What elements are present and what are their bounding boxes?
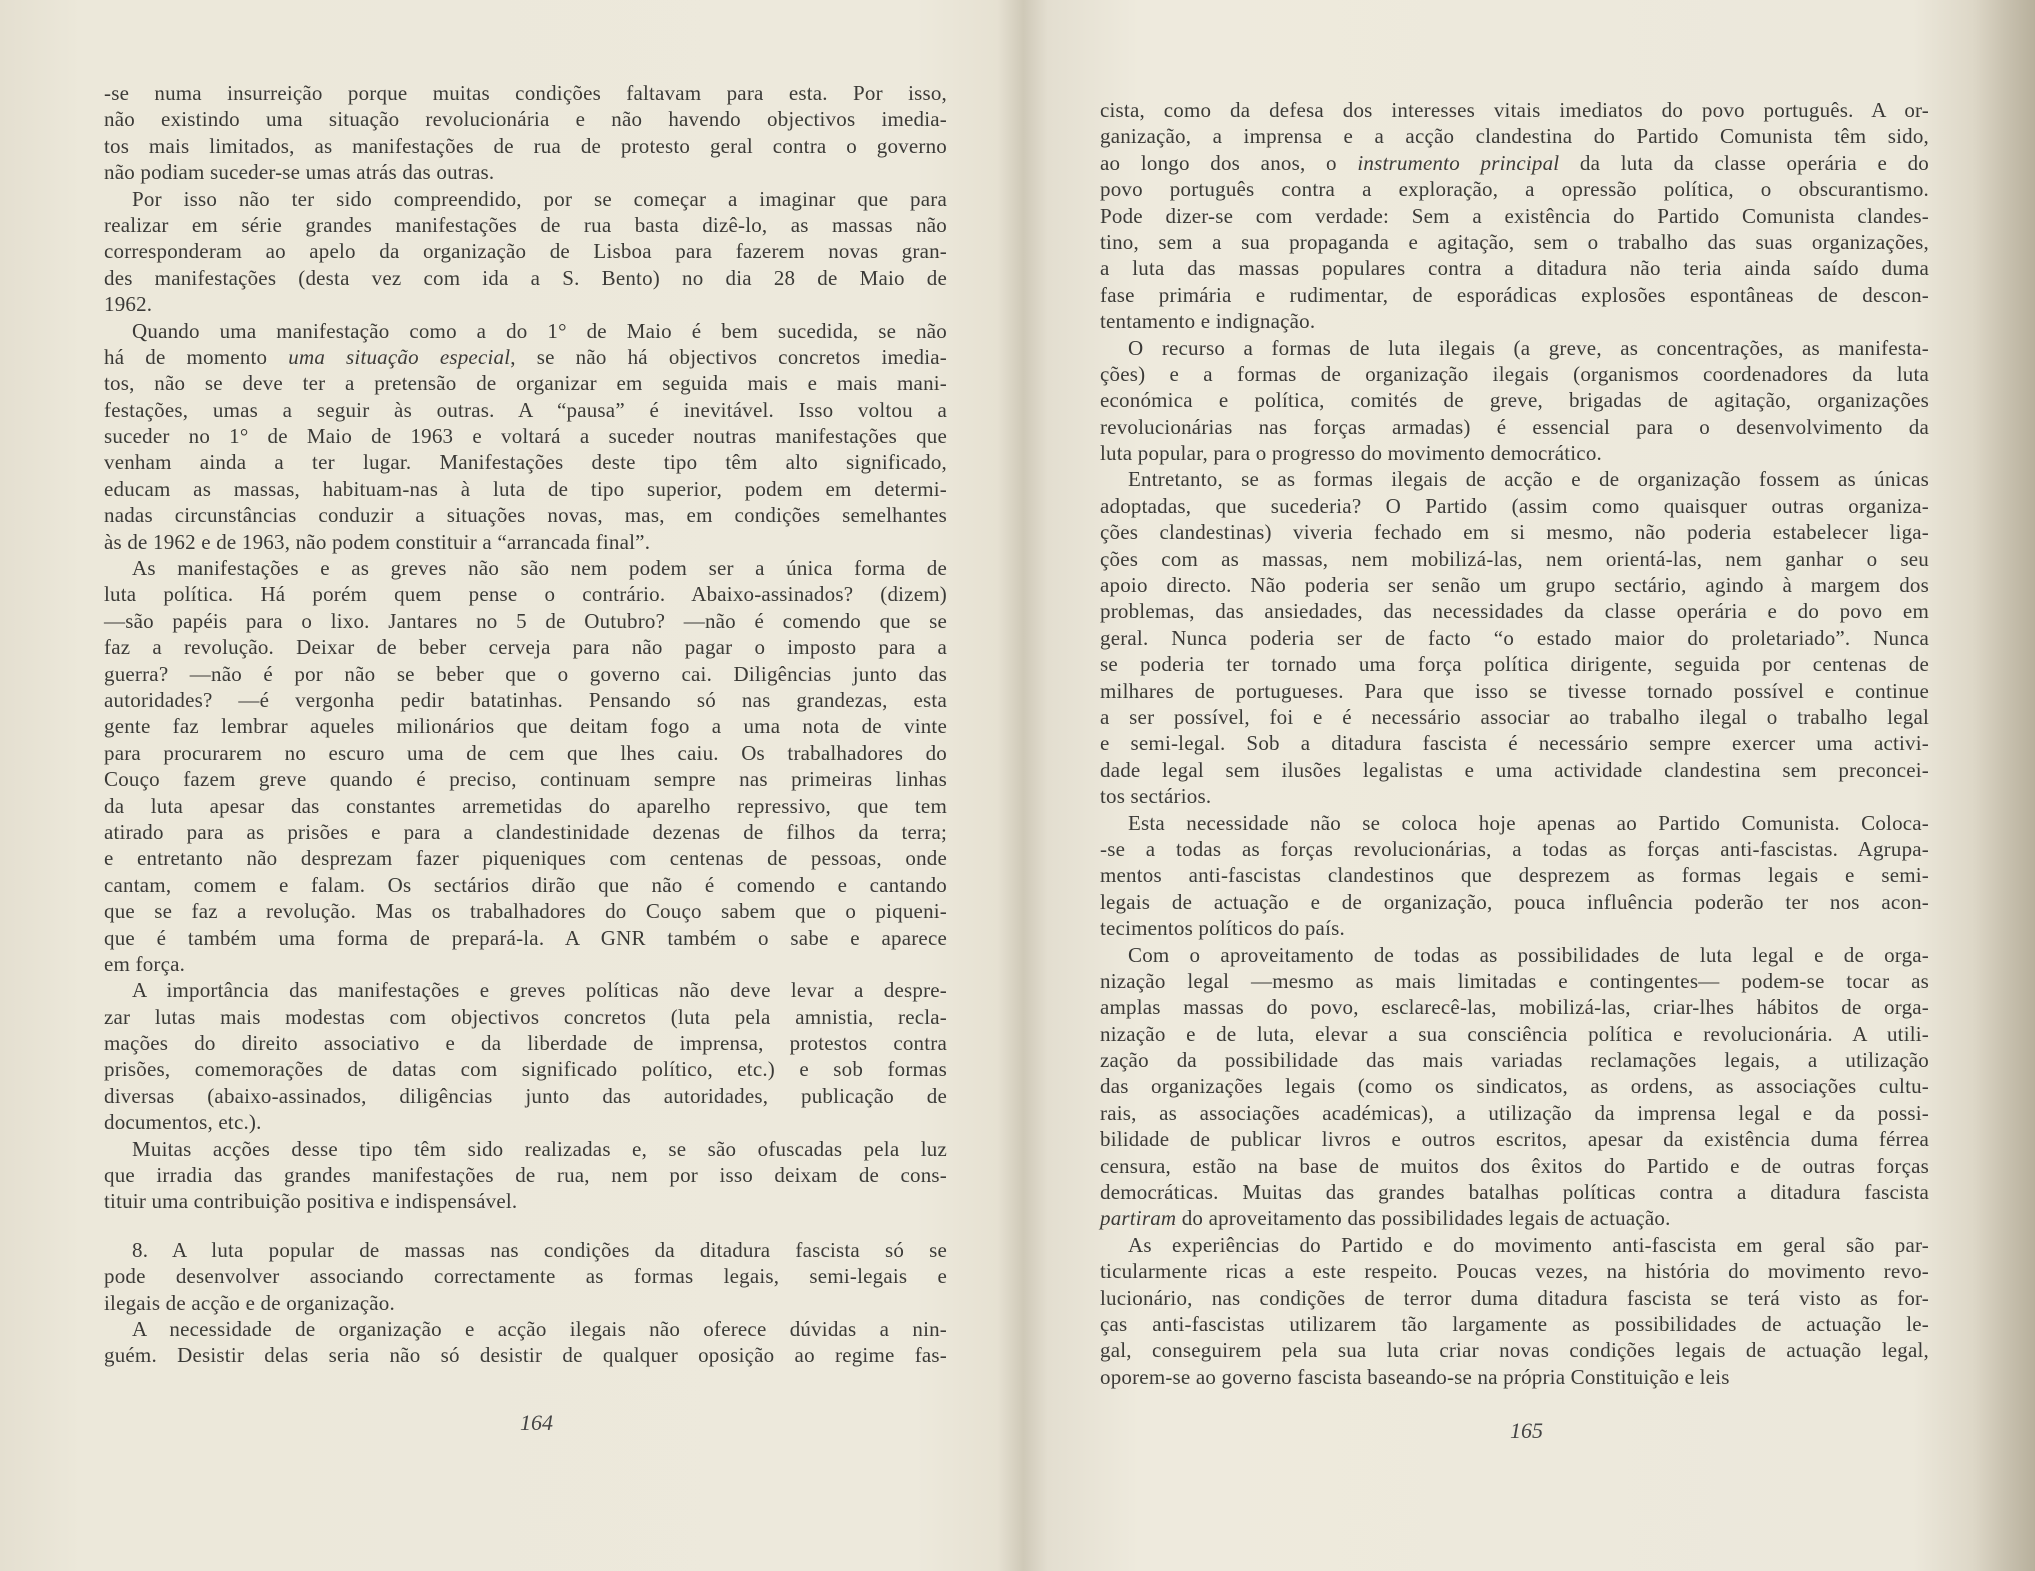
text-line: lucionário, nas condições de terror duma ditadura fascista se terá visto as for- — [1100, 1285, 1929, 1310]
text-line: nização legal —mesmo as mais limitadas e contingentes— podem-se tocar as — [1100, 968, 1929, 993]
text-line: festações, umas a seguir às outras. A “pausa” é inevitável. Isso voltou a — [104, 397, 947, 422]
text-line: cantam, comem e falam. Os sectários dirão que não é comendo e cantando — [104, 872, 947, 897]
text-line: corresponderam ao apelo da organização de Lisboa para fazerem novas gran- — [104, 239, 947, 264]
text-line — [1100, 150, 1929, 176]
text-line: A importância das manifestações e greves políticas não deve levar a despre- — [132, 978, 947, 1003]
text-line: faz a revolução. Deixar de beber cerveja para não pagar o imposto para a — [104, 635, 947, 660]
text-segment: do aproveitamento das possibilidades legais de actuação. — [1176, 1206, 1671, 1231]
text-line: milhares de portugueses. Para que isso se tivesse tornado possível e continue — [1100, 678, 1929, 703]
text-line: e semi-legal. Sob a ditadura fascista é necessário sempre exercer uma activi- — [1100, 731, 1929, 756]
text-line: adoptadas, que sucederia? O Partido (assim como quaisquer outras organiza- — [1100, 493, 1929, 518]
text-line: guerra? —não é por não se beber que o governo cai. Diligências junto das — [104, 661, 947, 686]
text-line: legais de actuação e de organização, pouca influência poderão ter nos acon- — [1100, 889, 1929, 914]
text-segment: há de momento — [104, 344, 289, 369]
page-number-right: 165 — [1510, 1418, 1543, 1443]
text-line: problemas, das ansiedades, das necessidades da classe operária e do povo em — [1100, 599, 1929, 624]
text-line: ções) e a formas de organização ilegais (organismos coordenadores da luta — [1100, 361, 1929, 386]
text-line: tecimentos políticos do país. — [1100, 916, 1345, 941]
text-line: oporem-se ao governo fascista baseando-se na própria Constituição e leis — [1100, 1364, 1730, 1389]
text-line — [1100, 1205, 1929, 1231]
text-line: tentamento e indignação. — [1100, 309, 1316, 334]
italic-text: instrumento principal — [1357, 150, 1560, 175]
text-line: povo português contra a exploração, a opressão política, o obscurantismo. — [1100, 177, 1929, 202]
text-line: documentos, etc.). — [104, 1110, 262, 1135]
text-line: des manifestações (desta vez com ida a S. Bento) no dia 28 de Maio de — [104, 265, 947, 290]
text-line: se poderia ter tornado uma força política dirigente, seguida por centenas de — [1100, 652, 1929, 677]
text-line: não podiam suceder-se umas atrás das outras. — [104, 160, 495, 185]
text-line: democráticas. Muitas das grandes batalhas políticas contra a ditadura fascista — [1100, 1180, 1929, 1205]
text-line: ganização, a imprensa e a acção clandestina do Partido Comunista têm sido, — [1100, 124, 1929, 149]
text-line: O recurso a formas de luta ilegais (a greve, as concentrações, as manifesta- — [1128, 335, 1929, 360]
text-line: autoridades? —é vergonha pedir batatinhas. Pensando só nas grandezas, esta — [104, 687, 947, 712]
text-line: Por isso não ter sido compreendido, por se começar a imaginar que para — [132, 186, 947, 211]
text-line: nadas circunstâncias conduzir a situações novas, mas, em condições semelhantes — [104, 503, 947, 528]
text-line: às de 1962 e de 1963, não podem constituir a “arrancada final”. — [104, 529, 651, 554]
text-line: gente faz lembrar aqueles milionários que deitam fogo a uma nota de vinte — [104, 714, 947, 739]
text-line: económica e política, comités de greve, brigadas de agitação, organizações — [1100, 388, 1929, 413]
text-line: da luta apesar das constantes arremetidas do aparelho repressivo, que tem — [104, 793, 947, 818]
text-line: —são papéis para o lixo. Jantares no 5 de Outubro? —não é comendo que se — [104, 608, 947, 633]
page-number-left: 164 — [520, 1410, 553, 1435]
text-line: que irradia das grandes manifestações de rua, nem por isso deixam de cons- — [104, 1163, 947, 1188]
text-line: Quando uma manifestação como a do 1° de Maio é bem sucedida, se não — [132, 318, 947, 343]
text-line: para procurarem no escuro uma de cem que lhes caiu. Os trabalhadores do — [104, 740, 947, 765]
text-segment: ao longo dos anos, o — [1100, 150, 1358, 175]
text-line: rais, as associações académicas), a utilização da imprensa legal e da possi- — [1100, 1100, 1929, 1125]
italic-text: partiram — [1100, 1206, 1177, 1231]
text-line: tos mais limitados, as manifestações de rua de protesto geral contra o governo — [104, 133, 947, 158]
text-line: amplas massas do povo, esclarecê-las, mobilizá-las, criar-lhes hábitos de orga- — [1100, 995, 1929, 1020]
text-line: a ser possível, foi e é necessário associar ao trabalho ilegal o trabalho legal — [1100, 704, 1929, 729]
left-page-text — [104, 80, 947, 1369]
text-line: cista, como da defesa dos interesses vitais imediatos do povo português. A or- — [1100, 98, 1929, 122]
text-line: A necessidade de organização e acção ilegais não oferece dúvidas a nin- — [132, 1316, 947, 1341]
text-line: -se numa insurreição porque muitas condições faltavam para esta. Por isso, — [104, 81, 947, 105]
text-line: que é também uma forma de prepará-la. A GNR também o sabe e aparece — [104, 925, 947, 950]
italic-text: uma situação especial — [288, 344, 511, 369]
text-line: Com o aproveitamento de todas as possibilidades de luta legal e de orga- — [1128, 942, 1929, 967]
text-line: mações do direito associativo e da liberdade de imprensa, protestos contra — [104, 1031, 947, 1056]
right-page-text — [1100, 97, 1929, 1390]
text-line: tos sectários. — [1100, 784, 1212, 809]
text-line: ilegais de acção e de organização. — [104, 1290, 395, 1315]
text-line: e entretanto não desprezam fazer piqueniques com centenas de pessoas, onde — [104, 846, 947, 871]
text-line: guém. Desistir delas seria não só desistir de qualquer oposição ao regime fas- — [104, 1343, 947, 1368]
text-line: luta popular, para o progresso do movimento democrático. — [1100, 441, 1602, 466]
text-line: ticularmente ricas a este respeito. Poucas vezes, na história do movimento revo- — [1100, 1259, 1929, 1284]
text-line: Muitas acções desse tipo têm sido realizadas e, se são ofuscadas pela luz — [132, 1136, 947, 1161]
text-line: As experiências do Partido e do movimento anti-fascista em geral são par- — [1128, 1232, 1929, 1257]
text-line: a luta das massas populares contra a ditadura não teria ainda saído duma — [1100, 256, 1929, 281]
text-line: em força. — [104, 951, 186, 976]
text-line: 1962. — [104, 292, 153, 317]
text-line — [104, 344, 947, 370]
text-line: zar lutas mais modestas com objectivos concretos (luta pela amnistia, recla- — [104, 1004, 947, 1029]
text-line: diversas (abaixo-assinados, diligências junto das autoridades, publicação de — [104, 1083, 947, 1108]
text-line: tos, não se deve ter a pretensão de organizar em seguida mais e mais mani- — [104, 371, 947, 396]
text-segment: da luta da classe operária e do — [1559, 150, 1930, 175]
text-line: bilidade de publicar livros e outros escritos, apesar da existência duma férrea — [1100, 1127, 1929, 1152]
text-line: Entretanto, se as formas ilegais de acção e de organização fossem as únicas — [1128, 467, 1929, 492]
text-line: zação da possibilidade das mais variadas reclamações legais, a utilização — [1100, 1048, 1929, 1073]
text-line: Esta necessidade não se coloca hoje apenas ao Partido Comunista. Coloca- — [1128, 810, 1929, 835]
text-line: revolucionárias nas forças armadas) é essencial para o desenvolvimento da — [1100, 414, 1929, 439]
text-line: tino, sem a sua propaganda e agitação, sem o trabalho das suas organizações, — [1100, 229, 1929, 254]
text-line: ções clandestinas) viveria fechado em si mesmo, não poderia estabelecer liga- — [1100, 520, 1929, 545]
text-line: atirado para as prisões e para a clandestinidade dezenas de filhos da terra; — [104, 819, 947, 844]
text-line: nização e de luta, elevar a sua consciência política e revolucionária. A utili- — [1100, 1021, 1929, 1046]
text-line: ções com as massas, nem mobilizá-las, nem orientá-las, nem ganhar o seu — [1100, 546, 1929, 571]
text-line: educam as massas, habituam-nas à luta de tipo superior, podem em determi- — [104, 476, 947, 501]
text-segment: , se não há objectivos concretos imedia- — [510, 344, 947, 369]
text-line: censura, estão na base de muitos dos êxitos do Partido e de outras forças — [1100, 1153, 1929, 1178]
text-line: apoio directo. Não poderia ser senão um grupo sectário, agindo à margem dos — [1100, 573, 1929, 598]
text-line: que se faz a revolução. Mas os trabalhadores do Couço sabem que o piqueni- — [104, 899, 947, 924]
text-line: -se a todas as forças revolucionárias, a todas as forças anti-fascistas. Agrupa- — [1100, 836, 1929, 861]
text-line: realizar em série grandes manifestações de rua basta dizê-lo, as massas não — [104, 212, 947, 237]
text-line: suceder no 1° de Maio de 1963 e voltará a suceder noutras manifestações que — [104, 424, 947, 449]
text-line: Pode dizer-se com verdade: Sem a existência do Partido Comunista clandes- — [1100, 203, 1929, 228]
text-line: geral. Nunca poderia ser de facto “o estado maior do proletariado”. Nunca — [1100, 625, 1929, 650]
text-line: dade legal sem ilusões legalistas e uma actividade clandestina sem preconcei- — [1100, 757, 1929, 782]
text-line: mentos anti-fascistas clandestinos que desprezem as formas legais e semi- — [1100, 863, 1929, 888]
text-line: venham ainda a ter lugar. Manifestações deste tipo têm alto significado, — [104, 450, 947, 475]
text-line: pode desenvolver associando correctamente as formas legais, semi-legais e — [104, 1264, 947, 1289]
text-line: fase primária e rudimentar, de esporádicas explosões espontâneas de descon- — [1100, 282, 1929, 307]
text-line: luta política. Há porém quem pense o contrário. Abaixo-assinados? (dizem) — [104, 582, 947, 607]
text-line: As manifestações e as greves não são nem podem ser a única forma de — [132, 556, 947, 581]
text-line: Couço fazem greve quando é preciso, continuam sempre nas primeiras linhas — [104, 767, 947, 792]
text-line: tituir uma contribuição positiva e indispensável. — [104, 1189, 518, 1214]
text-line: 8. A luta popular de massas nas condições da ditadura fascista só se — [132, 1237, 947, 1262]
text-line: não existindo uma situação revolucionária e não havendo objectivos imedia- — [104, 107, 947, 132]
text-line: prisões, comemorações de datas com significado político, etc.) e sob formas — [104, 1057, 947, 1082]
text-line: das organizações legais (como os sindicatos, as ordens, as associações cultu- — [1100, 1074, 1929, 1099]
text-line: ças anti-fascistas utilizarem tão largamente as possibilidades de actuação le- — [1100, 1311, 1929, 1336]
text-line: gal, conseguirem pela sua luta criar novas condições legais de actuação legal, — [1100, 1338, 1929, 1363]
